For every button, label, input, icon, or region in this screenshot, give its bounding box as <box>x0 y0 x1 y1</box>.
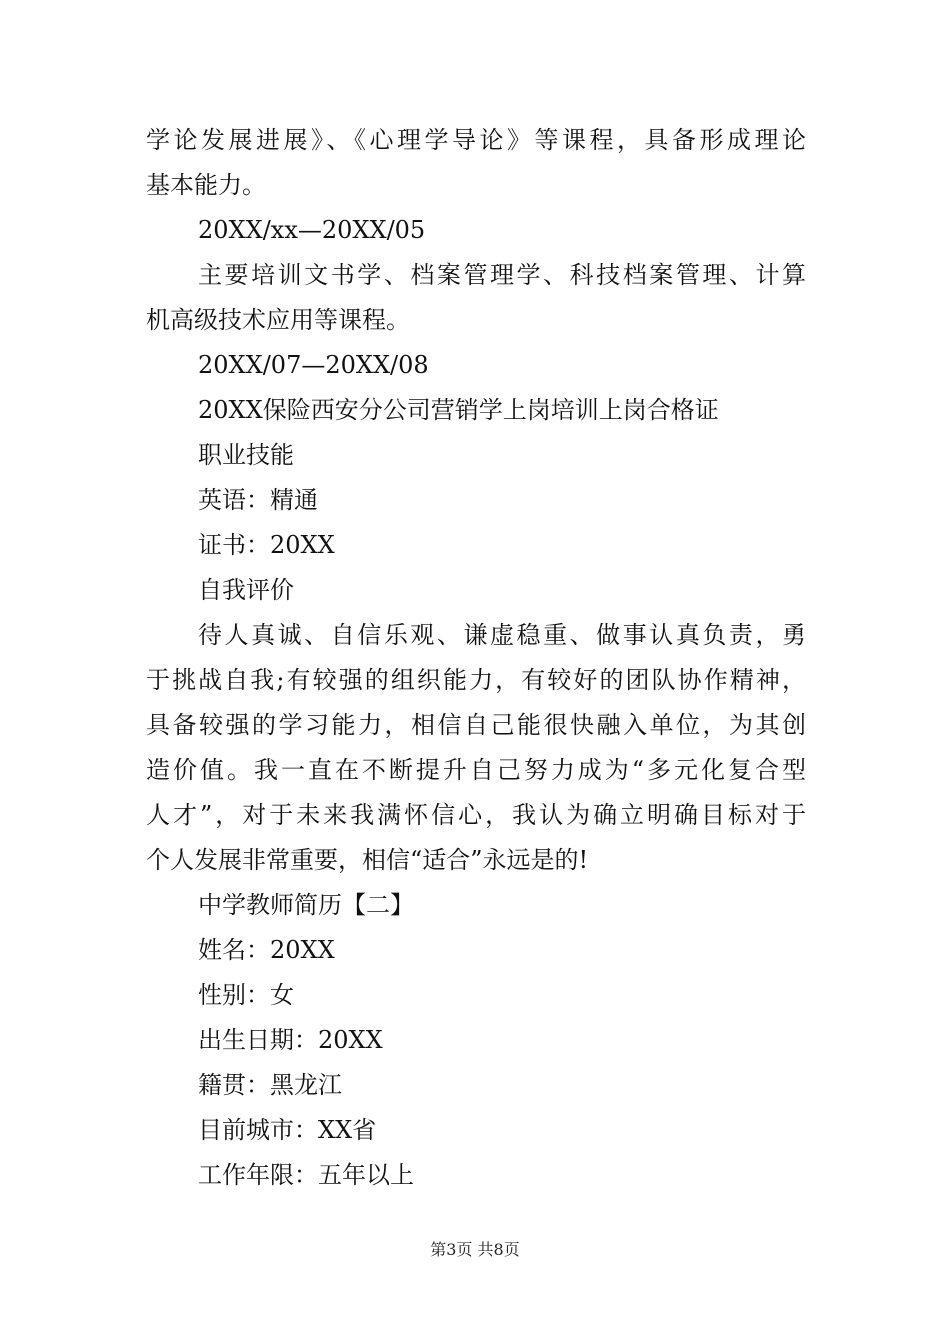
text-line: 主要培训文书学、档案管理学、科技档案管理、计算 <box>198 261 806 289</box>
text-line: 证书：20XX <box>198 531 335 559</box>
text-line: 20XX保险西安分公司营销学上岗培训上岗合格证 <box>198 396 719 424</box>
text-line: 个人发展非常重要，相信“适合”永远是的! <box>146 846 589 874</box>
text-line: 英语：精通 <box>198 486 318 514</box>
text-line: 具备较强的学习能力，相信自己能很快融入单位，为其创 <box>146 711 806 739</box>
text-line: 学论发展进展》、《心理学导论》等课程，具备形成理论 <box>146 126 806 154</box>
text-line: 性别：女 <box>198 981 294 1009</box>
text-line: 目前城市：XX省 <box>198 1116 377 1144</box>
page-footer: 第3页 共8页 <box>430 1240 520 1259</box>
text-line: 中学教师简历【二】 <box>198 891 414 919</box>
text-line: 自我评价 <box>198 576 294 604</box>
text-line: 待人真诚、自信乐观、谦虚稳重、做事认真负责，勇 <box>198 621 806 649</box>
text-line: 造价值。我一直在不断提升自己努力成为“多元化复合型 <box>146 756 806 784</box>
document-body <box>146 118 806 1198</box>
text-line: 机高级技术应用等课程。 <box>146 306 410 334</box>
text-line: 姓名：20XX <box>198 936 335 964</box>
text-line: 于挑战自我;有较强的组织能力，有较好的团队协作精神， <box>146 666 806 694</box>
text-line: 籍贯：黑龙江 <box>198 1071 342 1099</box>
text-line: 出生日期：20XX <box>198 1026 383 1054</box>
text-line: 人才”，对于未来我满怀信心，我认为确立明确目标对于 <box>146 801 806 829</box>
text-line: 20XX/xx—20XX/05 <box>198 216 426 244</box>
text-line: 职业技能 <box>198 441 294 469</box>
text-line: 工作年限：五年以上 <box>198 1161 414 1189</box>
text-line: 20XX/07—20XX/08 <box>198 351 429 379</box>
text-line: 基本能力。 <box>146 171 266 199</box>
